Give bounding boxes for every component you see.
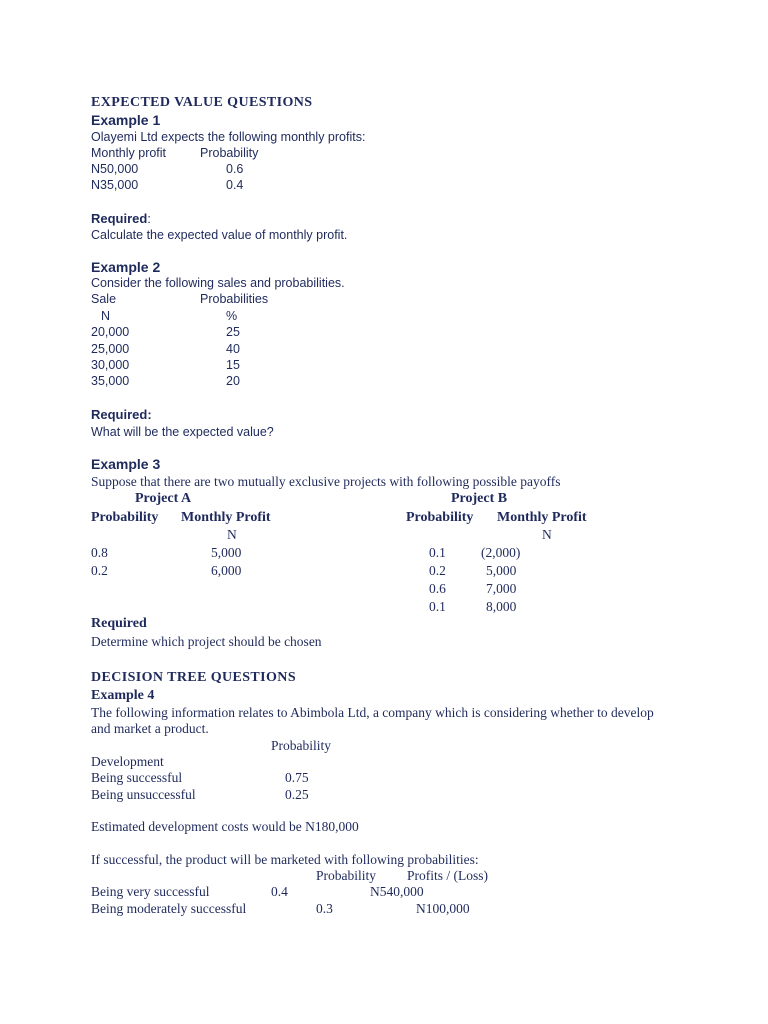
example-4-dev-row-prob: 0.25 <box>285 787 309 802</box>
example-1-heading: Example 1 <box>91 112 161 128</box>
project-a-unit: N <box>227 527 237 542</box>
example-4-intro-line-2: and market a product. <box>91 721 209 736</box>
example-1-col-profit: Monthly profit <box>91 146 167 160</box>
project-a-title: Project A <box>135 491 192 506</box>
example-4-market-row-profit: N540,000 <box>370 884 424 899</box>
example-4-costs: Estimated development costs would be N180,000 <box>91 819 359 834</box>
example-2-unit-prob: % <box>226 309 238 323</box>
project-a-row-prob: 0.2 <box>91 563 108 578</box>
example-2-row-prob: 25 <box>226 325 240 339</box>
example-4-col-probability: Probability <box>271 738 331 753</box>
example-4-col-profits: Profits / (Loss) <box>407 868 488 883</box>
project-a-row-profit: 6,000 <box>211 563 242 578</box>
example-2-question: What will be the expected value? <box>91 425 274 439</box>
example-4-heading: Example 4 <box>91 688 155 703</box>
example-2-intro: Consider the following sales and probabilities. <box>91 276 345 290</box>
example-1-col-probability: Probability <box>200 146 259 160</box>
example-1-row-probability: 0.4 <box>226 178 244 192</box>
example-4-if-successful: If successful, the product will be marketed with following probabilities: <box>91 852 479 867</box>
project-b-row-profit: 8,000 <box>486 599 517 614</box>
example-3-required: Required <box>91 616 147 631</box>
example-2-row-prob: 15 <box>226 358 240 372</box>
example-1-question: Calculate the expected value of monthly profit. <box>91 228 348 242</box>
example-1-intro: Olayemi Ltd expects the following monthly profits: <box>91 130 366 144</box>
project-a-col-probability: Probability <box>91 510 159 525</box>
example-4-market-row-profit: N100,000 <box>416 901 470 916</box>
example-2-row-prob: 40 <box>226 342 240 356</box>
section-title-expected-value: EXPECTED VALUE QUESTIONS <box>91 95 313 110</box>
example-4-market-row-prob: 0.3 <box>316 901 333 916</box>
project-a-col-profit: Monthly Profit <box>181 510 271 525</box>
example-4-development-label: Development <box>91 754 164 769</box>
project-b-col-probability: Probability <box>406 510 474 525</box>
project-a-row-profit: 5,000 <box>211 545 242 560</box>
example-1-required <box>91 210 151 228</box>
example-2-unit-sale: N <box>101 309 111 323</box>
example-3-intro: Suppose that there are two mutually exclusive projects with following possible payoffs <box>91 474 561 489</box>
project-b-unit: N <box>542 527 552 542</box>
example-4-dev-row-prob: 0.75 <box>285 770 309 785</box>
example-2-col-sale: Sale <box>91 292 117 306</box>
example-2-col-probabilities: Probabilities <box>200 292 269 306</box>
example-2-row-sale: 25,000 <box>91 342 130 356</box>
example-3-question: Determine which project should be chosen <box>91 634 322 649</box>
project-b-row-prob: 0.6 <box>429 581 446 596</box>
project-b-row-prob: 0.1 <box>429 599 446 614</box>
example-4-intro-line-1: The following information relates to Abimbola Ltd, a company which is considering whether to develop <box>91 705 654 720</box>
example-4-dev-row-label: Being successful <box>91 770 183 785</box>
example-4-market-row-label: Being moderately successful <box>91 901 247 916</box>
example-2-row-sale: 20,000 <box>91 325 130 339</box>
project-b-title: Project B <box>451 491 508 506</box>
project-b-row-profit: 5,000 <box>486 563 517 578</box>
example-2-row-sale: 30,000 <box>91 358 130 372</box>
section-title-decision-tree: DECISION TREE QUESTIONS <box>91 670 297 685</box>
example-2-row-sale: 35,000 <box>91 374 130 388</box>
example-1-row-profit: N50,000 <box>91 162 139 176</box>
example-4-market-row-label: Being very successful <box>91 884 210 899</box>
example-2-row-prob: 20 <box>226 374 240 388</box>
example-4-dev-row-label: Being unsuccessful <box>91 787 196 802</box>
project-b-row-prob: 0.2 <box>429 563 446 578</box>
example-4-market-row-prob: 0.4 <box>271 884 288 899</box>
project-b-row-prob: 0.1 <box>429 545 446 560</box>
example-4-col-probability-2: Probability <box>316 868 376 883</box>
project-b-row-profit: 7,000 <box>486 581 517 596</box>
project-b-col-profit: Monthly Profit <box>497 510 587 525</box>
example-3-heading: Example 3 <box>91 456 161 472</box>
required-label: Required <box>91 211 148 226</box>
project-a-row-prob: 0.8 <box>91 545 108 560</box>
required-colon: : <box>147 212 151 226</box>
example-2-required: Required: <box>91 407 152 422</box>
project-b-row-profit: (2,000) <box>481 545 521 560</box>
example-1-row-probability: 0.6 <box>226 162 244 176</box>
example-2-heading: Example 2 <box>91 259 161 275</box>
example-1-row-profit: N35,000 <box>91 178 139 192</box>
